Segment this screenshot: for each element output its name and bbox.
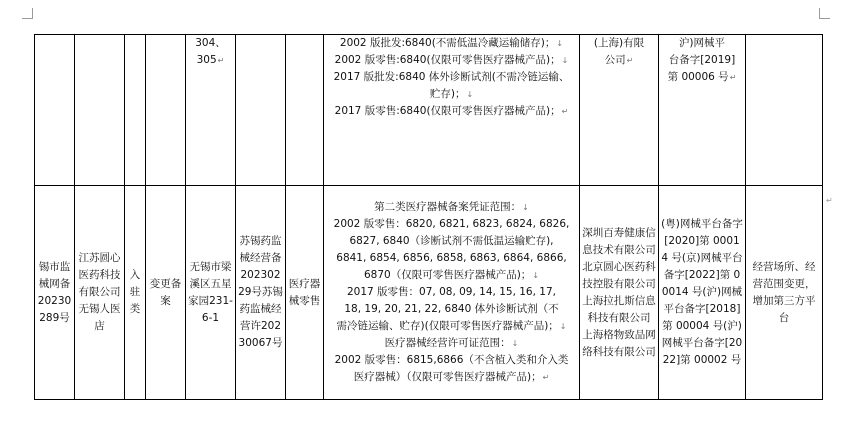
- record-cell: [659, 186, 746, 400]
- note-cell: [746, 35, 823, 186]
- record-line: 第 00006 号: [667, 71, 729, 83]
- type-cell: [125, 35, 146, 186]
- category-cell: [286, 35, 324, 186]
- record-cell: 沪)网械平 台备字[2019] 第 00006 号↵: [659, 35, 746, 186]
- scope-line: 2017 版零售：07, 08, 09, 14, 15, 16, 17,: [347, 286, 556, 298]
- address-line: 304、: [195, 37, 226, 49]
- address-text: 无锡市梁溪区五星家园231-6-1: [188, 260, 233, 324]
- address-line: 305: [196, 54, 217, 66]
- record-text: (粤)网械平台备字[2020]第 00014 号(京)网械平台备字[2022]第 00014 号(沪)网械平台备字[2018]第 00004 号(沪)网械平台备字[2022]第 00002 号: [661, 218, 743, 366]
- third-party-line: 公司: [604, 54, 626, 66]
- third-party-cell: [580, 186, 659, 400]
- record-line: 台备字[2019]: [668, 54, 736, 66]
- license-cell: [236, 186, 286, 400]
- authority-text: 锡市监械网备20230289号: [37, 260, 72, 324]
- paragraph-mark: ↵: [826, 196, 833, 205]
- authority-cell: [35, 186, 75, 400]
- license-text: 苏锡药监械经营备20230229号苏锡药监械经营许20230067号: [238, 235, 283, 349]
- change-cell: [146, 35, 186, 186]
- scope-line: 6827, 6840（诊断试剂不需低温运输贮存),: [349, 235, 554, 247]
- scope-line: 6870（仅限可零售医疗器械产品)；: [363, 269, 532, 281]
- company-text: 江苏圆心医药科技有限公司无锡人医店: [78, 252, 121, 332]
- company-cell: [75, 186, 125, 400]
- table-row: [35, 35, 823, 186]
- category-text: 医疗器械零售: [288, 277, 321, 307]
- scope-line: 2002 版零售：6815,6866（不含植入类和介入类: [334, 354, 569, 366]
- table-row: [35, 186, 823, 400]
- page-corner-mark: [819, 8, 830, 19]
- page-corner-mark: [22, 8, 33, 19]
- change-text: 变更备案: [149, 277, 182, 307]
- type-cell: [125, 186, 146, 400]
- scope-cell: 第二类医疗器械备案凭证范围：↓ 2002 版零售：6820, 6821, 6823, 6824, 6826, 6827, 6840（诊断试剂不需低温运输贮存), 6841, 6854, 6856, 6858, 6863, 6864, 6866, 6870（仅限可零售医疗器械产品)；↓ 2017 版零售：07, 08, 09, 14, 15, 16, 17, 18, 19, 20, 21, 22, 6840 体外诊断试剂（不 需冷链运输、贮存)(仅限可零售医疗器械产品)；↓ 医疗器械经营许可证范围：↓ 2002 版零售：6815,6866（不含植入类和介入类 医疗器械）（仅限可零售医疗器械产品)；↵: [324, 186, 580, 400]
- scope-line: 2017 版零售:6840(仅限可零售医疗器械产品)；: [334, 105, 561, 117]
- scope-line: 2017 版批发:6840 体外诊断试剂(不需冷链运输、: [333, 71, 570, 83]
- record-line: 沪)网械平: [678, 37, 726, 49]
- scope-cell: 2002 版批发:6840(不需低温冷藏运输储存)；↓ 2002 版零售:6840(仅限可零售医疗器械产品)；↓ 2017 版批发:6840 体外诊断试剂(不需冷链运输、 贮存)；↓ 2017 版零售:6840(仅限可零售医疗器械产品)；↵: [324, 35, 580, 186]
- third-party-text: 深圳百寿健康信息技术有限公司北京圆心医药科技控股有限公司上海拉扎斯信息科技有限公司 上海格物致品网络科技有限公司: [582, 226, 656, 358]
- scope-line: 第二类医疗器械备案凭证范围：: [374, 201, 522, 213]
- scope-line: 2002 版零售:6840(仅限可零售医疗器械产品)；: [334, 54, 561, 66]
- scope-line: 医疗器械经营许可证范围：: [384, 337, 511, 349]
- note-text: 经营场所、经营范围变更，增加第三方平台: [752, 260, 816, 324]
- scope-line: 医疗器械）（仅限可零售医疗器械产品)；: [353, 371, 542, 383]
- scope-line: 贮存)；: [429, 88, 466, 100]
- scope-line: 6841, 6854, 6856, 6858, 6863, 6864, 6866,: [336, 252, 567, 264]
- record-table: [34, 34, 823, 400]
- third-party-line: (上海)有限: [593, 37, 645, 49]
- scope-line: 2002 版批发:6840(不需低温冷藏运输储存)；: [339, 37, 556, 49]
- scope-line: 2002 版零售：6820, 6821, 6823, 6824, 6826,: [333, 218, 570, 230]
- scope-line: 需冷链运输、贮存)(仅限可零售医疗器械产品)；: [336, 320, 559, 332]
- category-cell: [286, 186, 324, 400]
- type-text: 入驻类: [129, 269, 141, 315]
- note-cell: [746, 186, 823, 400]
- address-cell: [186, 186, 236, 400]
- license-cell: [236, 35, 286, 186]
- third-party-cell: (上海)有限 公司↵: [580, 35, 659, 186]
- company-cell: [75, 35, 125, 186]
- scope-line: 18, 19, 20, 21, 22, 6840 体外诊断试剂（不: [344, 303, 559, 315]
- authority-cell: [35, 35, 75, 186]
- change-cell: [146, 186, 186, 400]
- address-cell: 304、 305↵: [186, 35, 236, 186]
